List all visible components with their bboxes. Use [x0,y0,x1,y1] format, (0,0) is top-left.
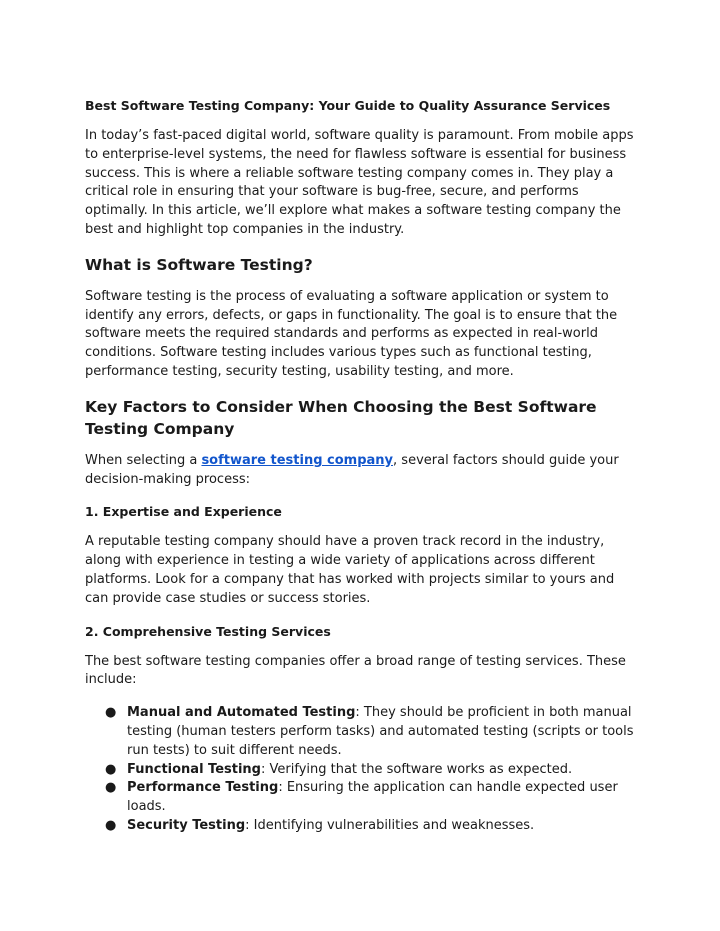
list-item-term: Security Testing [127,817,246,833]
list-item-term: Performance Testing [127,780,279,796]
testing-services-list [85,704,641,836]
intro-text-before-link: When selecting a [85,452,202,468]
document-page [85,97,641,836]
factor-paragraph-comprehensive: The best software testing companies offer a broad range of testing services. These include: [85,653,626,688]
document-title: Best Software Testing Company: Your Guide to Quality Assurance Services [85,98,611,113]
bullet-icon: ● [105,817,117,833]
section-paragraph-what-is-testing: Software testing is the process of evaluating a software application or system to identify any errors, defects, or gaps in functionality. The goal is to ensure that the software meets the required standards and performs as expected in real-world conditions. Software testing includes various types such as functional testing, performance testing, security testing, usability testing, and more. [85,288,618,379]
section-heading-what-is-testing: What is Software Testing? [85,255,313,274]
list-item [85,817,641,836]
factor-paragraph-expertise: A reputable testing company should have a proven track record in the industry, along with experience in testing a wide variety of applications across different platforms. Look for a company that has worked with projects similar to yours and can provide case studies or success stories. [85,534,615,606]
bullet-icon: ● [105,761,117,777]
factor-heading-expertise: 1. Expertise and Experience [85,504,282,520]
list-item-desc: : They should be proficient in both manual testing (human testers perform tasks) and automated testing (scripts or tools run tests) to suit different needs. [127,705,634,758]
intro-paragraph: In today’s fast-paced digital world, software quality is paramount. From mobile apps to enterprise-level systems, the need for flawless software is essential for business success. This is where a reliable software testing company comes in. They play a critical role in ensuring that your software is bug-free, secure, and performs optimally. In this article, we’ll explore what makes a software testing company the best and highlight top companies in the industry. [85,128,634,237]
software-testing-company-link[interactable]: software testing company [201,452,394,468]
list-item-desc: : Identifying vulnerabilities and weaknesses. [245,817,535,833]
list-item [85,761,641,780]
list-item [85,779,641,817]
bullet-icon: ● [105,780,117,796]
list-item-desc: : Verifying that the software works as expected. [261,761,573,777]
section-heading-key-factors: Key Factors to Consider When Choosing the Best Software Testing Company [85,397,597,438]
bullet-icon: ● [105,705,117,721]
key-factors-intro [85,452,641,490]
list-item-term: Manual and Automated Testing [127,705,356,721]
intro-text-after-link: , several factors should guide your decision-making process: [85,452,619,487]
list-item-desc: : Ensuring the application can handle expected user loads. [127,780,618,815]
factor-heading-comprehensive: 2. Comprehensive Testing Services [85,623,331,639]
list-item [85,704,641,760]
list-item-term: Functional Testing [127,761,261,777]
